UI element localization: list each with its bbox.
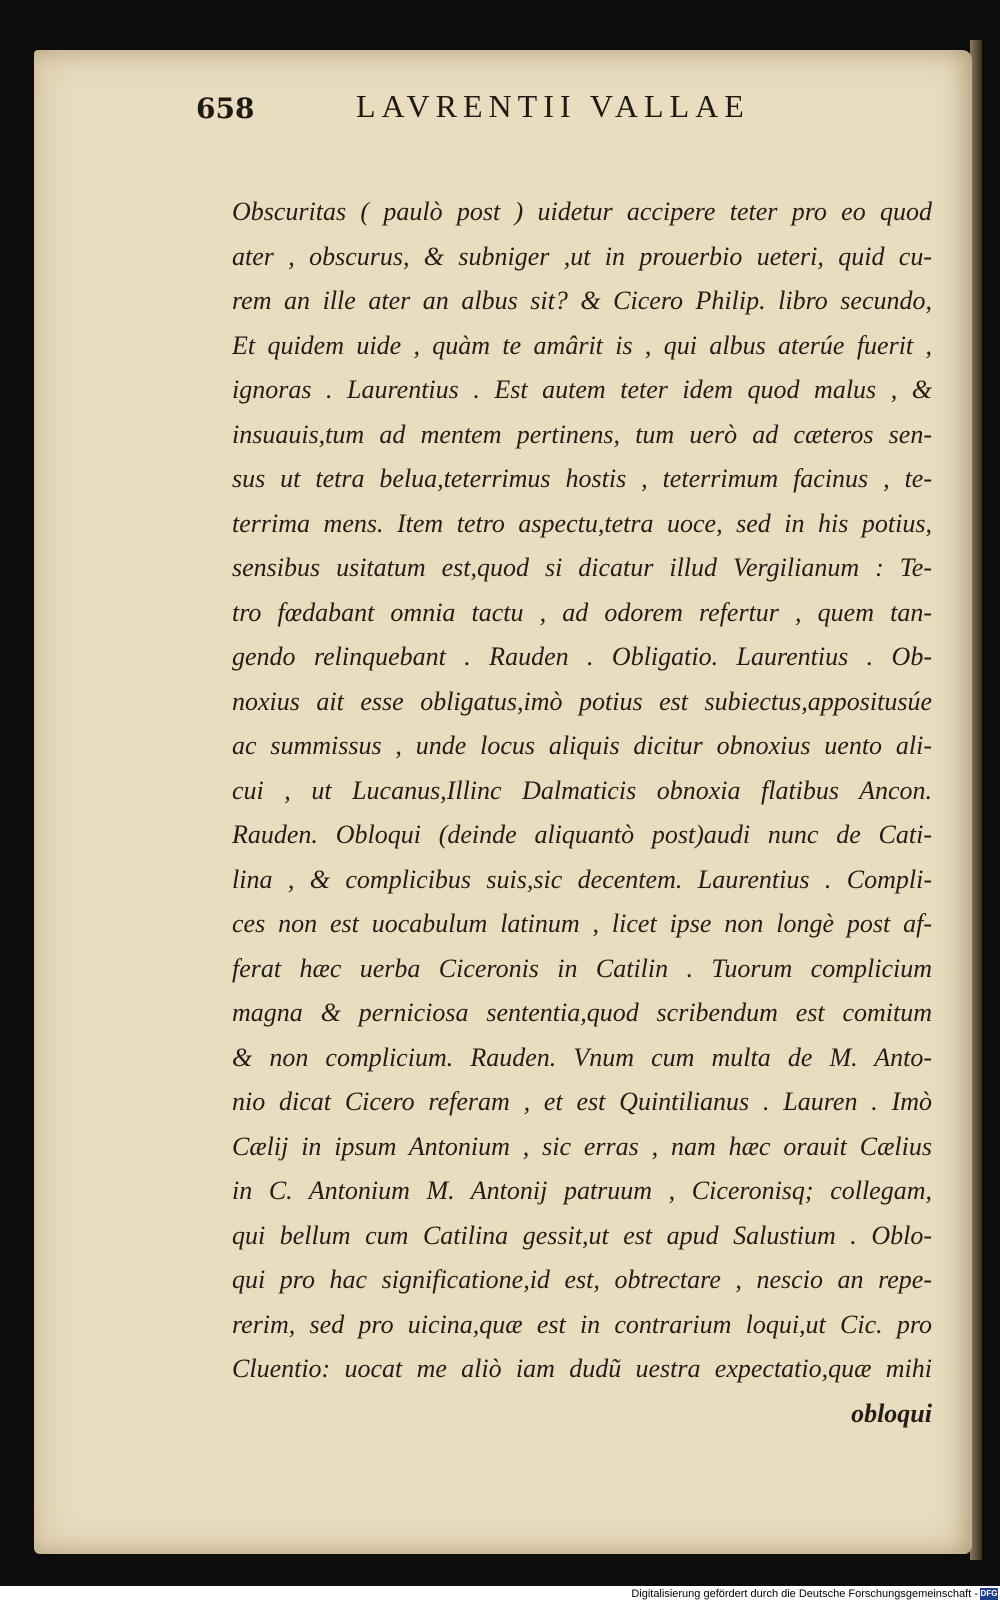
text-line: Cælij in ipsum Antonium , sic erras , nam hæc orauit Cælius (232, 1131, 932, 1161)
text-line: nio dicat Cicero referam , et est Quintilianus . Lauren . Imò (232, 1087, 932, 1116)
text-line: terrima mens. Item tetro aspectu,tetra uoce, sed in his potius, (232, 508, 932, 538)
text-line: & non complicium. Rauden. Vnum cum multa de M. Anto- (232, 1042, 932, 1072)
text-line: magna & perniciosa sententia,quod scribendum est comitum (232, 998, 932, 1027)
text-line: Rauden. Obloqui (deinde aliquantò post)audi nunc de Cati- (232, 820, 932, 849)
text-line: noxius ait esse obligatus,imò potius est subiectus,appositusúe (232, 686, 932, 716)
page-number: 658 (196, 92, 255, 125)
running-head: LAVRENTII VALLAE (356, 88, 750, 124)
text-line: ignoras . Laurentius . Est autem teter idem quod malus , & (232, 375, 932, 404)
text-line: tro fœdabant omnia tactu , ad odorem refertur , quem tan- (232, 597, 932, 627)
page-header (196, 82, 936, 132)
dfg-logo-icon: DFG (980, 1589, 998, 1598)
text-line: rerim, sed pro uicina,quæ est in contrarium loqui,ut Cic. pro (232, 1309, 932, 1339)
text-line: cui , ut Lucanus,Illinc Dalmaticis obnoxia flatibus Ancon. (232, 775, 932, 805)
text-line: sus ut tetra belua,teterrimus hostis , teterrimum facinus , te- (232, 464, 932, 493)
text-line: in C. Antonium M. Antonij patruum , Ciceronisq; collegam, (232, 1176, 932, 1205)
funding-credit: Digitalisierung gefördert durch die Deutsche Forschungsgemeinschaft - (631, 1588, 978, 1600)
text-line: insuauis,tum ad mentem pertinens, tum uerò ad cæteros sen- (232, 419, 932, 449)
text-line: ferat hæc uerba Ciceronis in Catilin . Tuorum complicium (232, 953, 932, 983)
text-line: Obscuritas ( paulò post ) uidetur accipere teter pro eo quod (232, 197, 932, 226)
text-line: sensibus usitatum est,quod si dicatur illud Vergilianum : Te- (232, 553, 932, 582)
text-line: qui pro hac significatione,id est, obtrectare , nescio an repe- (232, 1265, 932, 1294)
text-line: Et quidem uide , quàm te amârit is , qui albus aterúe fuerit , (232, 330, 932, 360)
text-line: ater , obscurus, & subniger ,ut in prouerbio ueteri, quid cu- (232, 241, 932, 271)
text-line: lina , & complicibus suis,sic decentem. Laurentius . Compli- (232, 864, 932, 894)
catchword: obloqui (851, 1398, 932, 1428)
text-line: rem an ille ater an albus sit? & Cicero Philip. libro secundo, (232, 286, 932, 315)
text-block (232, 190, 932, 1436)
text-line: ces non est uocabulum latinum , licet ipse non longè post af- (232, 909, 932, 938)
text-line: ac summissus , unde locus aliquis dicitur obnoxius uento ali- (232, 731, 932, 760)
digitization-footer (0, 1586, 1000, 1602)
text-line: gendo relinquebant . Rauden . Obligatio. Laurentius . Ob- (232, 642, 932, 671)
text-line: qui bellum cum Catilina gessit,ut est apud Salustium . Oblo- (232, 1220, 932, 1250)
text-line: Cluentio: uocat me aliò iam dudũ uestra expectatio,quæ mihi (232, 1354, 932, 1383)
